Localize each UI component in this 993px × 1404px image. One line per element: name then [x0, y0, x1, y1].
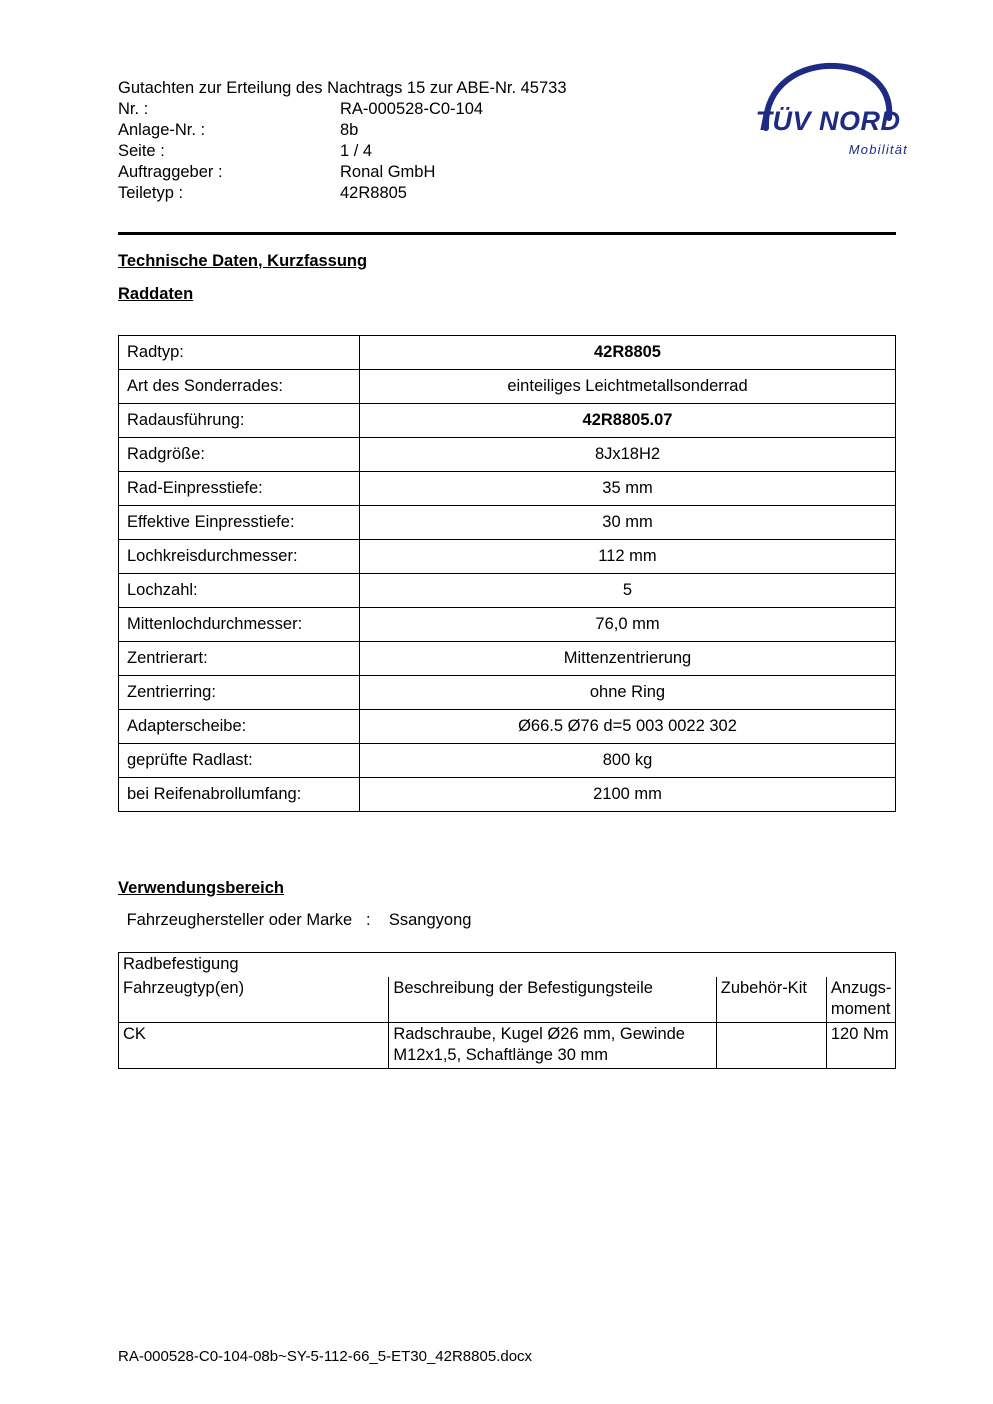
- cell-value-radgroesse: 8Jx18H2: [360, 438, 896, 472]
- page-title: Gutachten zur Erteilung des Nachtrags 15 zur ABE-Nr. 45733: [118, 79, 567, 97]
- column-header-torque-line2: moment: [830, 1000, 891, 1018]
- meta-value-anlage-nr: 8b: [340, 121, 359, 139]
- cell-value-adapterscheibe: Ø66.5 Ø76 d=5 003 0022 302: [360, 710, 896, 744]
- cell-vehicle-type: CK: [119, 1023, 389, 1069]
- meta-label-anlage-nr: Anlage-Nr. :: [118, 121, 206, 139]
- cell-value-reifenabrollumfang: 2100 mm: [360, 778, 896, 812]
- cell-key-reifenabrollumfang: bei Reifenabrollumfang:: [119, 778, 360, 812]
- table-row-caption: [119, 953, 896, 978]
- table-row-header: [119, 977, 896, 1023]
- table-row: [119, 642, 896, 676]
- table-row: [119, 506, 896, 540]
- cell-key-radausfuehrung: Radausführung:: [119, 404, 360, 438]
- cell-key-radtyp: Radtyp:: [119, 336, 360, 370]
- table-row: [119, 744, 896, 778]
- heading-wheel-data: Raddaten: [118, 285, 194, 303]
- cell-value-zentrierring: ohne Ring: [360, 676, 896, 710]
- cell-value-lochkreisdurchmesser: 112 mm: [360, 540, 896, 574]
- cell-value-effektive-einpresstiefe: 30 mm: [360, 506, 896, 540]
- cell-key-radgroesse: Radgröße:: [119, 438, 360, 472]
- cell-value-radausfuehrung: 42R8805.07: [360, 404, 896, 438]
- meta-value-seite: 1 / 4: [340, 142, 373, 160]
- cell-key-rad-einpresstiefe: Rad-Einpresstiefe:: [119, 472, 360, 506]
- header-meta-table: [118, 99, 483, 204]
- table-row: [118, 183, 483, 204]
- table-row: [118, 99, 483, 120]
- table-row: [119, 676, 896, 710]
- manufacturer-line: Fahrzeughersteller oder Marke : Ssangyong: [122, 911, 472, 929]
- table-row: [119, 540, 896, 574]
- meta-label-teiletyp: Teiletyp :: [118, 184, 184, 202]
- table-row: [119, 404, 896, 438]
- header-divider: [118, 232, 896, 235]
- cell-key-zentrierart: Zentrierart:: [119, 642, 360, 676]
- table-row: [119, 710, 896, 744]
- table-row: [119, 472, 896, 506]
- wheel-data-table: [118, 335, 896, 812]
- cell-description-line1: Radschraube, Kugel Ø26 mm, Gewinde: [393, 1025, 685, 1043]
- heading-usage-area: Verwendungsbereich: [118, 879, 284, 897]
- meta-label-auftraggeber: Auftraggeber :: [118, 163, 223, 181]
- table-row: [119, 574, 896, 608]
- table-row: [119, 1023, 896, 1069]
- meta-value-auftraggeber: Ronal GmbH: [340, 163, 436, 181]
- meta-label-seite: Seite :: [118, 142, 165, 160]
- cell-key-effektive-einpresstiefe: Effektive Einpresstiefe:: [119, 506, 360, 540]
- table-row: [119, 438, 896, 472]
- table-row: [118, 141, 483, 162]
- cell-description-line2: M12x1,5, Schaftlänge 30 mm: [393, 1046, 608, 1064]
- cell-torque: 120 Nm: [826, 1023, 895, 1069]
- cell-key-lochkreisdurchmesser: Lochkreisdurchmesser:: [119, 540, 360, 574]
- cell-key-adapterscheibe: Adapterscheibe:: [119, 710, 360, 744]
- meta-value-nr: RA-000528-C0-104: [340, 100, 484, 118]
- cell-key-lochzahl: Lochzahl:: [119, 574, 360, 608]
- footer-filename: RA-000528-C0-104-08b~SY-5-112-66_5-ET30_42R8805.docx: [118, 1348, 533, 1365]
- cell-key-art-des-sonderrades: Art des Sonderrades:: [119, 370, 360, 404]
- tuv-nord-logo: [748, 62, 908, 172]
- cell-key-zentrierring: Zentrierring:: [119, 676, 360, 710]
- meta-label-nr: Nr. :: [118, 100, 149, 118]
- table-row: [119, 370, 896, 404]
- cell-description: [389, 1023, 716, 1069]
- cell-value-art-des-sonderrades: einteiliges Leichtmetallsonderrad: [360, 370, 896, 404]
- logo-wordmark: TÜV NORD: [755, 106, 901, 136]
- meta-value-teiletyp: 42R8805: [340, 184, 407, 202]
- cell-value-geprufte-radlast: 800 kg: [360, 744, 896, 778]
- table-row: [118, 120, 483, 141]
- table-row: [119, 336, 896, 370]
- table-row: [119, 608, 896, 642]
- cell-accessory-kit: [716, 1023, 826, 1069]
- column-header-torque-line1: Anzugs-: [830, 979, 892, 997]
- fastening-caption: Radbefestigung: [119, 953, 896, 978]
- cell-value-lochzahl: 5: [360, 574, 896, 608]
- column-header-torque: [826, 977, 895, 1023]
- cell-key-mittenlochdurchmesser: Mittenlochdurchmesser:: [119, 608, 360, 642]
- table-row: [119, 778, 896, 812]
- cell-value-zentrierart: Mittenzentrierung: [360, 642, 896, 676]
- column-header-description: Beschreibung der Befestigungsteile: [389, 977, 716, 1023]
- cell-value-radtyp: 42R8805: [360, 336, 896, 370]
- column-header-accessory-kit: Zubehör-Kit: [716, 977, 826, 1023]
- cell-value-rad-einpresstiefe: 35 mm: [360, 472, 896, 506]
- heading-technical-data: Technische Daten, Kurzfassung: [118, 252, 368, 270]
- table-row: [118, 162, 483, 183]
- wheel-fastening-table: [118, 952, 896, 1069]
- column-header-vehicle-type: Fahrzeugtyp(en): [119, 977, 389, 1023]
- cell-key-geprufte-radlast: geprüfte Radlast:: [119, 744, 360, 778]
- logo-tagline: Mobilität: [848, 142, 908, 157]
- cell-value-mittenlochdurchmesser: 76,0 mm: [360, 608, 896, 642]
